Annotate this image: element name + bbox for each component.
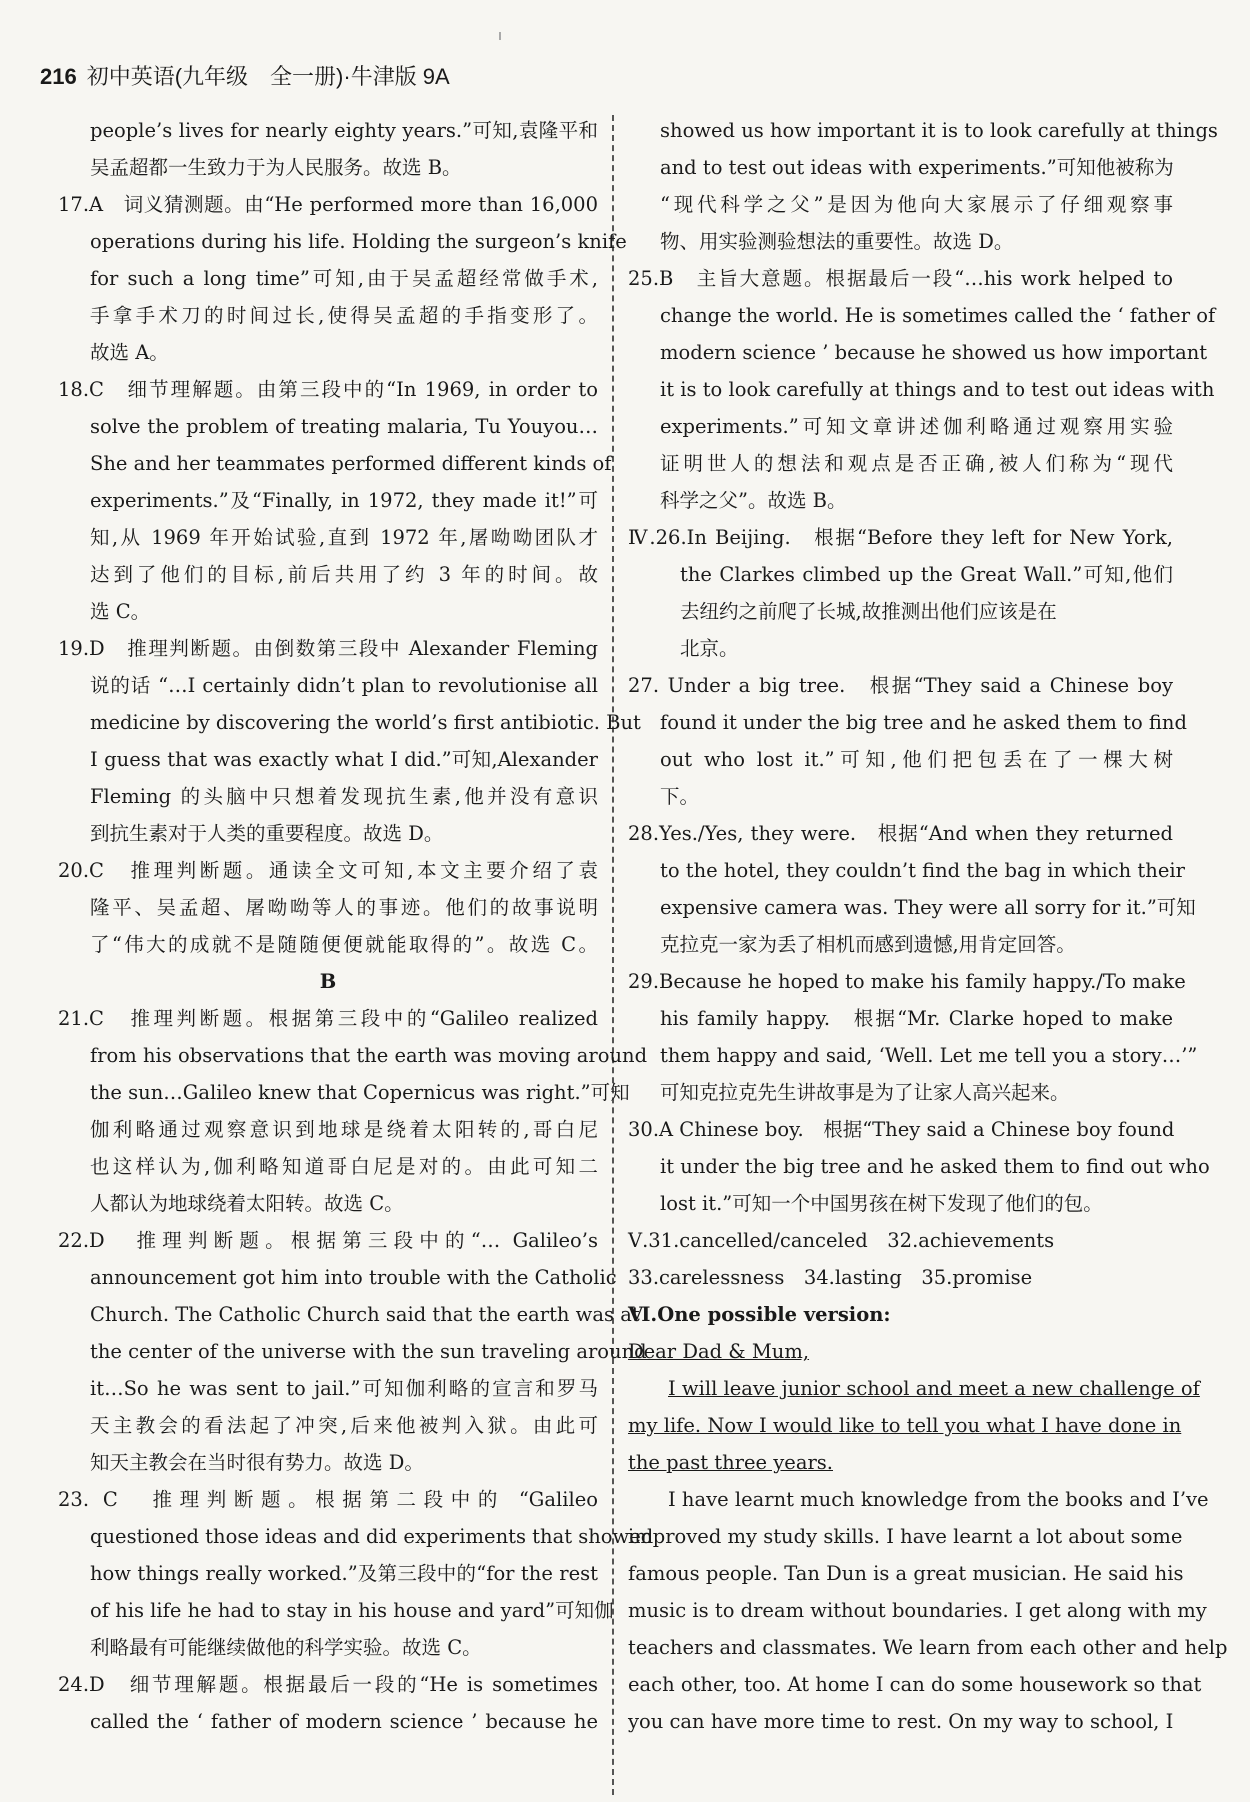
- text-line: called the ‘ father of modern science ’ because he: [90, 1710, 598, 1733]
- bookmark-mark: [499, 32, 501, 40]
- text-line: medicine by discovering the world’s first antibiotic. But: [90, 711, 641, 734]
- text-line: 选 C。: [90, 600, 151, 623]
- text-line: B: [319, 970, 337, 993]
- book-title: 初中英语(九年级 全一册)·牛津版 9A: [86, 64, 450, 89]
- text-line: questioned those ideas and did experiments that showed: [90, 1525, 654, 1548]
- text-line: 20.C 推理判断题。通读全文可知,本文主要介绍了袁: [58, 859, 598, 882]
- text-line: I guess that was exactly what I did.”可知,Alexander: [90, 748, 598, 771]
- text-line: 22.D 推理判断题。根据第三段中的“… Galileo’s: [58, 1229, 598, 1252]
- text-line: the Clarkes climbed up the Great Wall.”可知,他们: [680, 563, 1173, 586]
- text-line: Fleming 的头脑中只想着发现抗生素,他并没有意识: [90, 785, 598, 808]
- text-line: them happy and said, ‘Well. Let me tell you a story…’”: [660, 1044, 1198, 1067]
- text-line: Church. The Catholic Church said that the earth was at: [90, 1303, 640, 1326]
- text-line: operations during his life. Holding the surgeon’s knife: [90, 230, 627, 253]
- right-column: [628, 112, 1228, 1740]
- text-line: it…So he was sent to jail.”可知伽利略的宣言和罗马: [90, 1377, 598, 1400]
- text-line: Dear Dad & Mum,: [628, 1340, 810, 1363]
- text-line: 证明世人的想法和观点是否正确,被人们称为“现代: [660, 452, 1173, 475]
- text-line: Ⅵ.One possible version:: [628, 1303, 891, 1326]
- text-line: 可知克拉克先生讲故事是为了让家人高兴起来。: [660, 1081, 1070, 1104]
- text-line: and to test out ideas with experiments.”可知他被称为: [660, 156, 1174, 179]
- text-line: modern science ’ because he showed us how important: [660, 341, 1208, 364]
- text-line: 说的话 “…I certainly didn’t plan to revolutionise all: [90, 674, 598, 697]
- text-line: 30.A Chinese boy. 根据“They said a Chinese boy found: [628, 1118, 1175, 1141]
- text-line: his family happy. 根据“Mr. Clarke hoped to make: [660, 1007, 1173, 1030]
- text-line: “现代科学之父”是因为他向大家展示了仔细观察事: [660, 193, 1173, 216]
- text-line: 达到了他们的目标,前后共用了约 3 年的时间。故: [90, 563, 598, 586]
- text-line: improved my study skills. I have learnt a lot about some: [628, 1525, 1183, 1548]
- text-line: 知天主教会在当时很有势力。故选 D。: [90, 1451, 424, 1474]
- text-line: music is to dream without boundaries. I get along with my: [628, 1599, 1207, 1622]
- text-line: 天主教会的看法起了冲突,后来他被判入狱。由此可: [90, 1414, 598, 1437]
- text-line: experiments.”可知文章讲述伽利略通过观察用实验: [660, 415, 1173, 438]
- text-line: my life. Now I would like to tell you what I have done in: [628, 1414, 1182, 1437]
- text-line: I have learnt much knowledge from the books and I’ve: [668, 1488, 1209, 1511]
- text-line: expensive camera was. They were all sorry for it.”可知: [660, 896, 1196, 919]
- text-line: showed us how important it is to look carefully at things: [660, 119, 1218, 142]
- text-line: 27. Under a big tree. 根据“They said a Chinese boy: [628, 674, 1173, 697]
- text-line: solve the problem of treating malaria, Tu Youyou…: [90, 415, 598, 438]
- text-line: 科学之父”。故选 B。: [660, 489, 847, 512]
- text-line: 克拉克一家为丢了相机而感到遗憾,用肯定回答。: [660, 933, 1076, 956]
- text-line: the past three years.: [628, 1451, 833, 1474]
- text-line: 隆平、吴孟超、屠呦呦等人的事迹。他们的故事说明: [90, 896, 598, 919]
- text-line: the center of the universe with the sun traveling around: [90, 1340, 647, 1363]
- text-line: experiments.”及“Finally, in 1972, they made it!”可: [90, 489, 598, 512]
- text-line: of his life he had to stay in his house and yard”可知伽: [90, 1599, 614, 1622]
- text-line: 下。: [660, 785, 700, 808]
- text-line: 到抗生素对于人类的重要程度。故选 D。: [90, 822, 444, 845]
- text-line: announcement got him into trouble with the Catholic: [90, 1266, 617, 1289]
- text-line: 21.C 推理判断题。根据第三段中的“Galileo realized: [58, 1007, 598, 1030]
- text-line: you can have more time to rest. On my way to school, I: [628, 1710, 1174, 1733]
- text-line: 北京。: [680, 637, 739, 660]
- text-line: 33.carelessness 34.lasting 35.promise: [628, 1266, 1033, 1289]
- text-line: 了“伟大的成就不是随随便便就能取得的”。故选 C。: [90, 933, 598, 956]
- left-column: [58, 112, 654, 1740]
- text-line: change the world. He is sometimes called the ‘ father of: [660, 304, 1216, 327]
- text-line: 18.C 细节理解题。由第三段中的“In 1969, in order to: [58, 378, 598, 401]
- text-line: She and her teammates performed different kinds of: [90, 452, 612, 475]
- text-line: 手拿手术刀的时间过长,使得吴孟超的手指变形了。: [90, 304, 598, 327]
- text-line: for such a long time”可知,由于吴孟超经常做手术,: [90, 267, 598, 290]
- text-line: famous people. Tan Dun is a great musician. He said his: [628, 1562, 1184, 1585]
- text-line: 去纽约之前爬了长城,故推测出他们应该是在: [680, 600, 1057, 623]
- page-number: 216: [40, 64, 77, 89]
- text-line: 19.D 推理判断题。由倒数第三段中 Alexander Fleming: [58, 637, 598, 660]
- text-line: 利略最有可能继续做他的科学实验。故选 C。: [90, 1636, 482, 1659]
- text-line: 伽利略通过观察意识到地球是绕着太阳转的,哥白尼: [90, 1118, 598, 1141]
- text-line: teachers and classmates. We learn from each other and help: [628, 1636, 1228, 1659]
- text-line: to the hotel, they couldn’t find the bag in which their: [660, 859, 1185, 882]
- text-line: 28.Yes./Yes, they were. 根据“And when they returned: [628, 822, 1173, 845]
- text-line: 物、用实验测验想法的重要性。故选 D。: [660, 230, 1014, 253]
- text-line: 人都认为地球绕着太阳转。故选 C。: [90, 1192, 404, 1215]
- text-line: 知,从 1969 年开始试验,直到 1972 年,屠呦呦团队才: [90, 526, 598, 549]
- text-line: 故选 A。: [90, 341, 169, 364]
- text-line: the sun…Galileo knew that Copernicus was right.”可知: [90, 1081, 630, 1104]
- text-line: from his observations that the earth was moving around: [90, 1044, 648, 1067]
- text-line: Ⅳ.26.In Beijing. 根据“Before they left for New York,: [628, 526, 1173, 549]
- text-line: it is to look carefully at things and to test out ideas with: [660, 378, 1215, 401]
- text-line: 23. C 推理判断题。根据第二段中的 “Galileo: [58, 1488, 598, 1511]
- text-line: people’s lives for nearly eighty years.”可知,袁隆平和: [90, 119, 598, 142]
- text-line: out who lost it.”可知,他们把包丢在了一棵大树: [660, 748, 1173, 771]
- text-line: 25.B 主旨大意题。根据最后一段“…his work helped to: [628, 267, 1173, 290]
- text-line: 也这样认为,伽利略知道哥白尼是对的。由此可知二: [90, 1155, 598, 1178]
- text-line: how things really worked.”及第三段中的“for the rest: [90, 1562, 598, 1585]
- text-line: 17.A 词义猜测题。由“He performed more than 16,000: [58, 193, 598, 216]
- text-line: 29.Because he hoped to make his family happy./To make: [628, 970, 1186, 993]
- page-header: [40, 60, 450, 91]
- text-line: it under the big tree and he asked them to find out who: [660, 1155, 1210, 1178]
- text-line: found it under the big tree and he asked them to find: [660, 711, 1187, 734]
- text-line: Ⅴ.31.cancelled/canceled 32.achievements: [628, 1229, 1055, 1252]
- text-line: 吴孟超都一生致力于为人民服务。故选 B。: [90, 156, 462, 179]
- text-line: I will leave junior school and meet a new challenge of: [668, 1377, 1200, 1400]
- text-line: each other, too. At home I can do some housework so that: [628, 1673, 1202, 1696]
- text-line: lost it.”可知一个中国男孩在树下发现了他们的包。: [660, 1192, 1103, 1215]
- text-line: 24.D 细节理解题。根据最后一段的“He is sometimes: [58, 1673, 598, 1696]
